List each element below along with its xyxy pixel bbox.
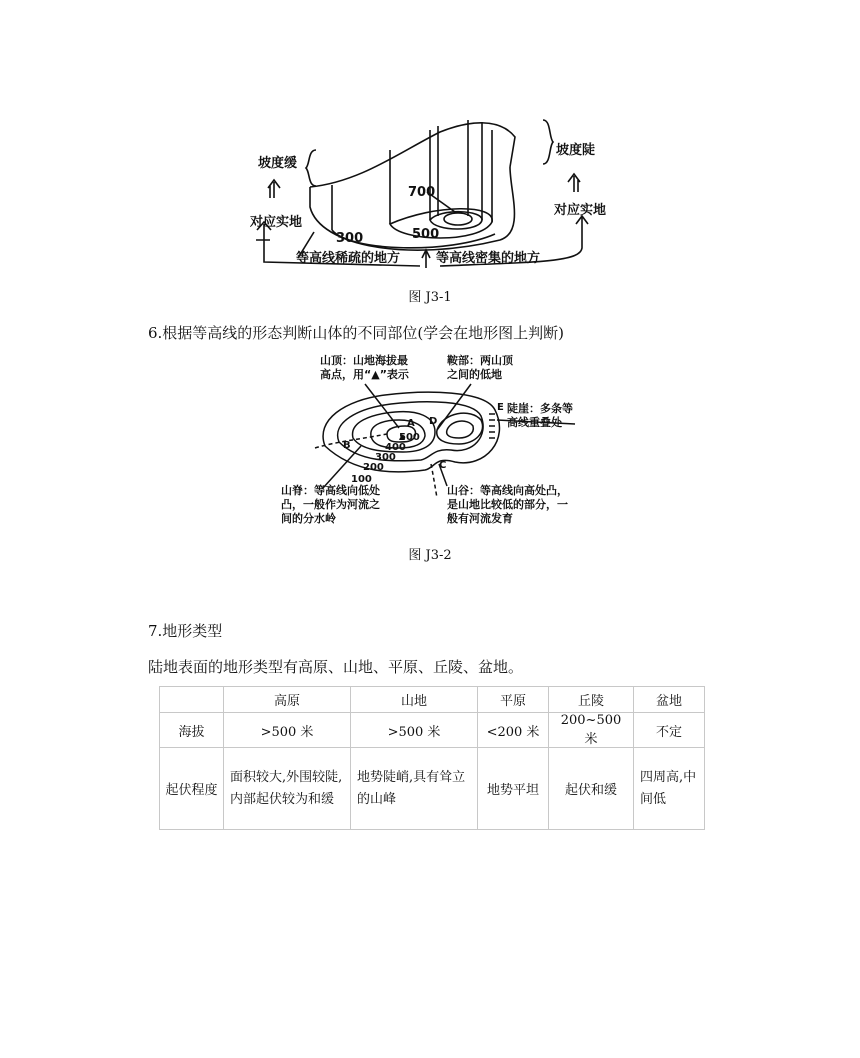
label-dense: 等高线密集的地方 — [436, 251, 541, 266]
brace-right — [543, 120, 553, 164]
cliff-marks — [489, 414, 495, 438]
contour-label-100: 100 — [351, 474, 372, 485]
label-actual-right: 对应实地 — [554, 203, 607, 218]
hill-right-inner — [447, 421, 474, 438]
table-cell: 地势陡峭,具有耸立的山峰 — [351, 748, 478, 830]
peak-pointer — [365, 384, 399, 428]
note-cliff-1: 陡崖：多条等 — [507, 402, 573, 415]
table-header-row — [160, 687, 705, 713]
table-cell: 起伏程度 — [160, 748, 224, 830]
landform-table — [159, 686, 705, 830]
label-actual-left: 对应实地 — [250, 215, 303, 230]
terrain-surface — [310, 123, 515, 187]
table-cell: 地势平坦 — [478, 748, 549, 830]
table-header-cell: 高原 — [224, 687, 351, 713]
table-row — [160, 748, 705, 830]
table-cell: >500 米 — [224, 713, 351, 748]
arrow-up-right-2 — [576, 216, 588, 230]
figure1-caption: 图 J3-1 — [408, 290, 452, 305]
brace-left — [306, 150, 316, 186]
note-saddle-2: 之间的低地 — [447, 368, 502, 381]
table-cell: 海拔 — [160, 713, 224, 748]
label-slope-gentle: 坡度缓 — [258, 156, 298, 171]
arrow-up-right-1 — [568, 174, 580, 192]
figure-contour-parts — [275, 350, 605, 534]
table-header-cell: 丘陵 — [549, 687, 634, 713]
table-header-cell: 盆地 — [634, 687, 705, 713]
contour-label-500: 500 — [399, 432, 420, 443]
note-valley-1: 山谷：等高线向高处凸， — [447, 484, 568, 497]
table-cell: 200~500 米 — [549, 713, 634, 748]
hill-right-outer — [437, 413, 483, 444]
table-cell: >500 米 — [351, 713, 478, 748]
note-valley-3: 般有河流发育 — [447, 512, 513, 525]
valley-line — [431, 464, 437, 498]
note-saddle-1: 鞍部：两山顶 — [447, 354, 513, 367]
point-B: B — [343, 440, 351, 451]
contour-label-200: 200 — [363, 462, 384, 473]
table-header-cell: 平原 — [478, 687, 549, 713]
contour-label-300: 300 — [375, 452, 396, 463]
table-header-cell — [160, 687, 224, 713]
table-row — [160, 713, 705, 748]
note-peak-1: 山顶：山地海拔最 — [320, 354, 408, 367]
note-ridge-1: 山脊：等高线向低处 — [281, 484, 380, 497]
point-A: A — [407, 418, 415, 429]
table-cell: 不定 — [634, 713, 705, 748]
label-slope-steep: 坡度陡 — [556, 143, 596, 158]
arrow-up-left-1 — [268, 180, 280, 198]
note-valley-2: 是山地比较低的部分，一 — [447, 498, 568, 511]
contour-label-700: 700 — [408, 185, 436, 200]
note-ridge-3: 间的分水岭 — [281, 512, 336, 525]
note-ridge-2: 凸，一般作为河流之 — [281, 498, 380, 511]
table-cell: 面积较大,外围较陡,内部起伏较为和缓 — [224, 748, 351, 830]
label-sparse: 等高线稀疏的地方 — [296, 251, 401, 266]
contour-label-400: 400 — [385, 442, 406, 453]
note-cliff-2: 高线重叠处 — [507, 416, 562, 429]
table-cell: 起伏和缓 — [549, 748, 634, 830]
table-cell: 四周高,中间低 — [634, 748, 705, 830]
figure-slope-diagram — [240, 112, 620, 278]
contour-label-500: 500 — [412, 227, 440, 242]
table-header-cell: 山地 — [351, 687, 478, 713]
section6-heading: 6.根据等高线的形态判断山体的不同部位(学会在地形图上判断) — [148, 324, 565, 342]
point-D: D — [429, 416, 438, 427]
table-cell: <200 米 — [478, 713, 549, 748]
point-C: C — [439, 460, 447, 471]
figure2-caption: 图 J3-2 — [408, 548, 452, 563]
section7-heading: 7.地形类型 — [148, 622, 223, 640]
contour-label-300: 300 — [336, 231, 364, 246]
note-peak-2: 高点，用“▲”表示 — [320, 368, 409, 381]
center-arrow — [422, 250, 430, 268]
point-E: E — [497, 402, 504, 413]
section7-intro: 陆地表面的地形类型有高原、山地、平原、丘陵、盆地。 — [148, 658, 524, 676]
